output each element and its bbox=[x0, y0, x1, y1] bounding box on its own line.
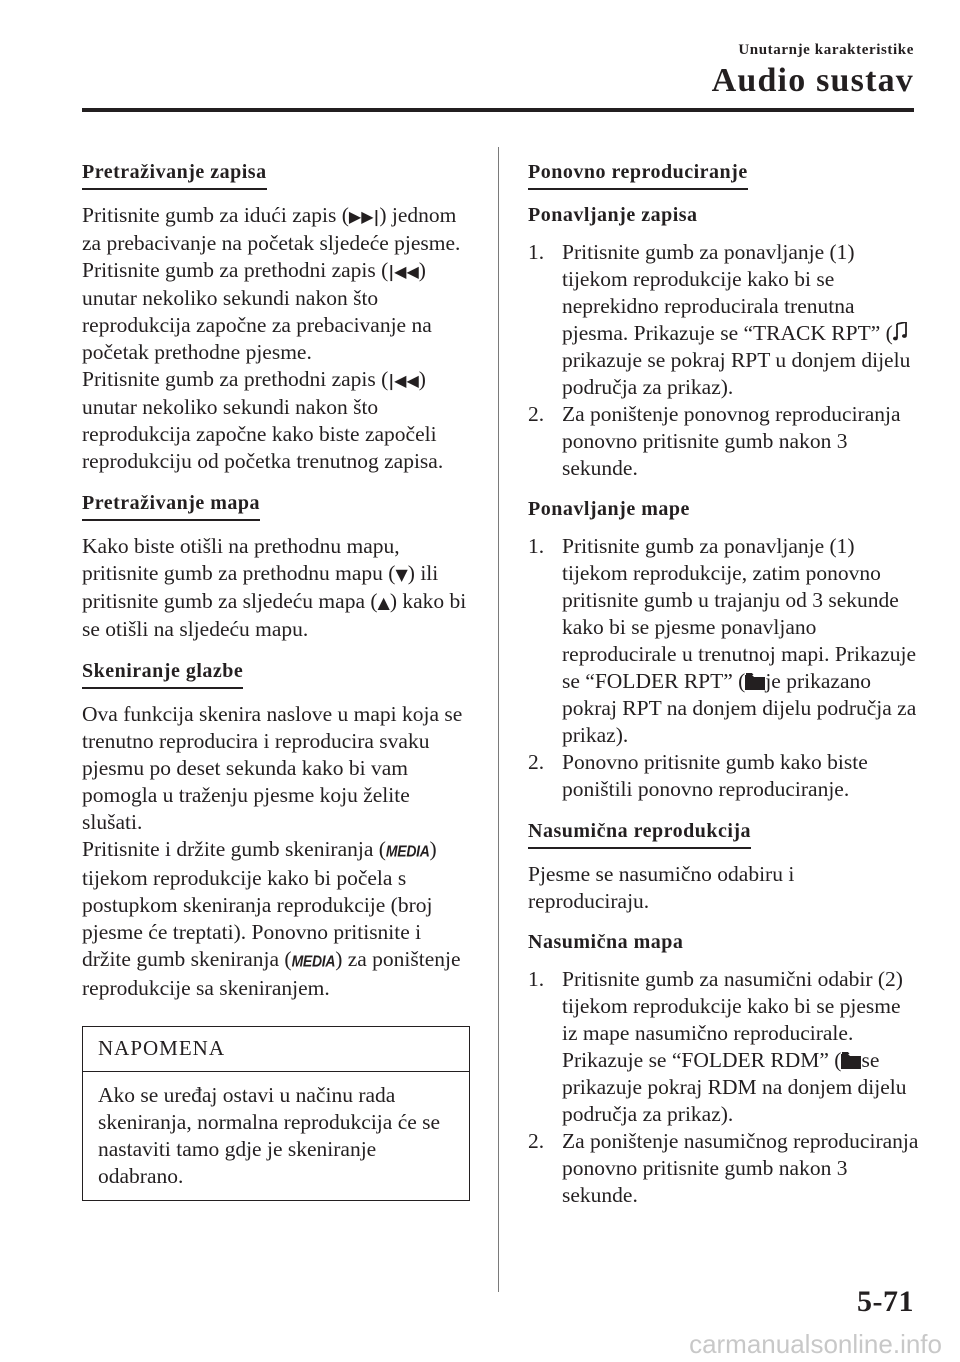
section-title: Unutarnje karakteristike bbox=[738, 42, 914, 58]
chapter-title: Audio sustav bbox=[711, 62, 914, 99]
text: prikazuje se pokraj RPT u donjem dijelu područja za prikaz). bbox=[562, 348, 911, 399]
page-number: 5-71 bbox=[857, 1285, 914, 1318]
text: Ponovno pritisnite gumb kako biste poništili ponovno reproduciranje. bbox=[562, 750, 868, 801]
heading-track-search: Pretraživanje zapisa bbox=[82, 159, 267, 190]
track-search-paragraph bbox=[82, 202, 474, 475]
text: ) jednom za prebacivanje na početak sljedeće pjesme. bbox=[82, 203, 461, 255]
note-body: Ako se uređaj ostavi u načinu rada skeniranja, normalna reprodukcija će se nastaviti tamo gdje je skeniranje odabrano. bbox=[98, 1083, 441, 1188]
text: Pritisnite gumb za idući zapis ( bbox=[82, 203, 349, 227]
step-number: 1. bbox=[528, 534, 545, 558]
heading-random: Nasumična reprodukcija bbox=[528, 818, 751, 849]
list-item bbox=[528, 1128, 920, 1209]
list-item bbox=[528, 401, 920, 482]
media-button-icon: MEDIA bbox=[291, 952, 336, 970]
folder-icon bbox=[841, 1051, 861, 1069]
next-track-icon: ▶▶| bbox=[348, 207, 380, 226]
left-column bbox=[82, 158, 474, 1201]
watermark: carmanualsonline.info bbox=[689, 1329, 942, 1359]
previous-track-icon: |◀◀ bbox=[388, 262, 419, 281]
text: Ova funkcija skenira naslove u mapi koja se trenutno reproducira i reproducira svaku pjesmu po deset sekunda kako bi vam pomogla u traženju pjesme koju želite slušati. bbox=[82, 702, 463, 834]
right-column bbox=[528, 158, 920, 1223]
text: Za poništenje nasumičnog reproduciranja ponovno pritisnite gumb nakon 3 sekunde. bbox=[562, 1129, 919, 1207]
text: Pritisnite i držite gumb skeniranja ( bbox=[82, 837, 386, 861]
text: je prikazano pokraj RPT na donjem dijelu područja za prikaz). bbox=[562, 669, 917, 747]
text: Pritisnite gumb za prethodni zapis ( bbox=[82, 258, 389, 282]
scan-paragraph bbox=[82, 701, 474, 1002]
heading-folder-search: Pretraživanje mapa bbox=[82, 490, 260, 521]
music-note-icon bbox=[893, 322, 907, 342]
text: Kako biste otišli na prethodnu mapu, pritisnite gumb za prethodnu mapu ( bbox=[82, 534, 400, 585]
step-number: 2. bbox=[528, 750, 545, 774]
list-item bbox=[528, 966, 920, 1128]
running-header bbox=[712, 42, 914, 99]
random-folder-steps bbox=[528, 966, 920, 1209]
note-box bbox=[82, 1026, 470, 1201]
heading-repeat: Ponovno reproduciranje bbox=[528, 159, 748, 190]
list-item bbox=[528, 749, 920, 803]
text: Za poništenje ponovnog reproduciranja ponovno pritisnite gumb nakon 3 sekunde. bbox=[562, 402, 901, 480]
folder-down-icon: ▼ bbox=[395, 565, 408, 584]
step-number: 2. bbox=[528, 1129, 545, 1153]
text: ) za poništenje reprodukcije sa skeniranjem. bbox=[82, 947, 461, 1000]
text: ) unutar nekoliko sekundi nakon što reprodukcija započne kako biste započeli reprodukciju od početka trenutnog zapisa. bbox=[82, 367, 444, 473]
folder-icon bbox=[745, 672, 765, 690]
media-button-icon: MEDIA bbox=[385, 842, 430, 860]
list-item bbox=[528, 239, 920, 401]
header-rule bbox=[82, 108, 914, 112]
text: Pritisnite gumb za nasumični odabir (2) tijekom reprodukcije kako bi se pjesme iz mape nasumično reproducirale. Prikazuje se “FOLDER RDM” ( bbox=[562, 967, 903, 1072]
column-divider bbox=[498, 147, 499, 1292]
step-number: 2. bbox=[528, 402, 545, 426]
folder-repeat-steps bbox=[528, 533, 920, 803]
text: ) ili pritisnite gumb za sljedeću mapa ( bbox=[82, 561, 439, 613]
folder-search-paragraph bbox=[82, 533, 474, 643]
folder-up-icon: ▲ bbox=[377, 593, 390, 612]
subheading-track-repeat: Ponavljanje zapisa bbox=[528, 204, 698, 226]
text: Pritisnite gumb za prethodni zapis ( bbox=[82, 367, 389, 391]
step-number: 1. bbox=[528, 240, 545, 264]
text: ) kako bi se otišli na sljedeću mapu. bbox=[82, 589, 467, 641]
text: Pritisnite gumb za ponavljanje (1) tijekom reprodukcije kako bi se neprekidno reproducirala trenutna pjesma. Prikazuje se “TRACK RPT” ( bbox=[562, 240, 893, 345]
text: Pritisnite gumb za ponavljanje (1) tijekom reprodukcije, zatim ponovno pritisnite gumb u trajanju od 3 sekunde kako bi se pjesme ponavljano reproducirale u trenutnoj mapi. Prikazuje se “FOLDER RPT” ( bbox=[562, 534, 917, 693]
note-title: NAPOMENA bbox=[83, 1027, 469, 1072]
list-item bbox=[528, 533, 920, 749]
subheading-random-folder: Nasumična mapa bbox=[528, 931, 684, 953]
text: se prikazuje pokraj RDM na donjem dijelu područja za prikaz). bbox=[562, 1048, 907, 1126]
random-paragraph: Pjesme se nasumično odabiru i reproduciraju. bbox=[528, 862, 795, 913]
subheading-folder-repeat: Ponavljanje mape bbox=[528, 498, 690, 520]
text: ) unutar nekoliko sekundi nakon što reprodukcija započne za prebacivanje na početak prethodne pjesme. bbox=[82, 258, 432, 364]
previous-track-icon: |◀◀ bbox=[388, 371, 419, 390]
track-repeat-steps bbox=[528, 239, 920, 482]
step-number: 1. bbox=[528, 967, 545, 991]
text: ) tijekom reprodukcije kako bi počela s postupkom skeniranja reprodukcije (broj pjesme će treptati). Ponovno pritisnite i držite gumb skeniranja ( bbox=[82, 837, 437, 971]
heading-scan: Skeniranje glazbe bbox=[82, 658, 243, 689]
